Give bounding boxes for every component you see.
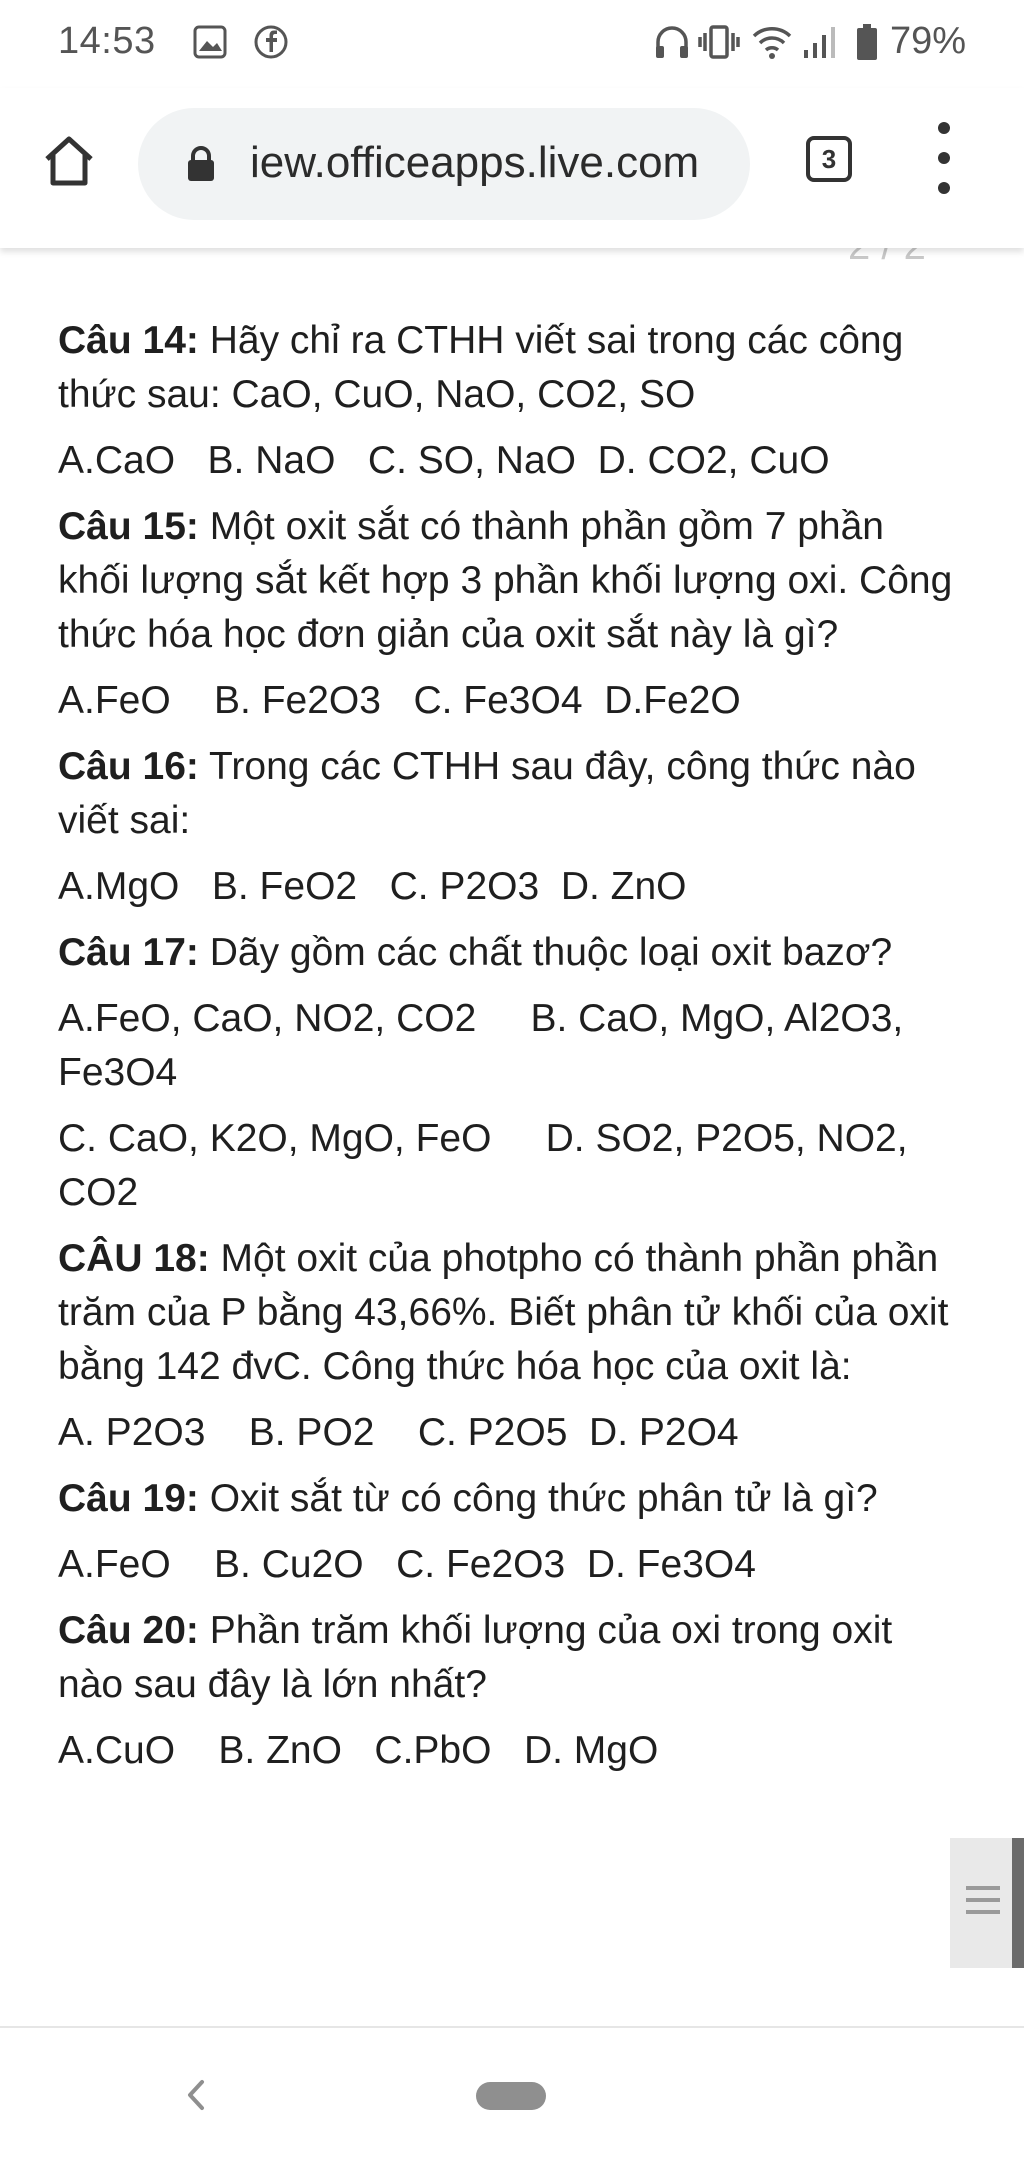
answer-options: A.FeO B. Fe2O3 C. Fe3O4 D.Fe2O	[58, 679, 741, 722]
status-time: 14:53	[58, 20, 156, 62]
url-bar[interactable]	[138, 108, 750, 220]
battery-percentage: 79%	[890, 20, 967, 62]
browser-toolbar	[0, 88, 1024, 248]
lock-icon	[186, 146, 216, 182]
document-content	[58, 314, 958, 1790]
vibrate-icon	[698, 22, 740, 62]
question-14	[58, 314, 958, 488]
home-button[interactable]	[38, 130, 100, 192]
menu-dot-icon	[938, 152, 950, 164]
facebook-icon	[252, 22, 290, 62]
system-navigation-bar	[0, 2026, 1024, 2164]
tab-switcher-button[interactable]	[806, 136, 852, 182]
question-label: Câu 17:	[58, 931, 199, 974]
question-label: Câu 14:	[58, 319, 199, 362]
question-text: Trong các CTHH sau đây, công thức nào viết sai:	[58, 745, 916, 842]
headphones-icon	[652, 22, 692, 62]
tab-count: 3	[821, 143, 837, 174]
question-text: Dãy gồm các chất thuộc loại oxit bazơ?	[198, 931, 893, 974]
answer-options: A.CuO B. ZnO C.PbO D. MgO	[58, 1729, 659, 1772]
question-label: Câu 20:	[58, 1609, 199, 1652]
menu-dot-icon	[938, 182, 950, 194]
status-bar	[0, 0, 1024, 88]
question-text: Một oxit của photpho có thành phần phần trăm của P bằng 43,66%. Biết phân tử khối của oxit bằng 142 đvC. Công thức hóa học của oxit là:	[58, 1237, 949, 1388]
answer-options: A. P2O3 B. PO2 C. P2O5 D. P2O4	[58, 1411, 739, 1454]
wifi-icon	[750, 22, 794, 62]
question-15	[58, 500, 958, 728]
question-text: Phần trăm khối lượng của oxi trong oxit nào sau đây là lớn nhất?	[58, 1609, 893, 1706]
answer-options: A.FeO, CaO, NO2, CO2 B. CaO, MgO, Al2O3, Fe3O4	[58, 997, 915, 1094]
answer-options: A.MgO B. FeO2 C. P2O3 D. ZnO	[58, 865, 687, 908]
answer-options: A.CaO B. NaO C. SO, NaO D. CO2, CuO	[58, 439, 830, 482]
question-label: Câu 15:	[58, 505, 199, 548]
battery-icon	[852, 22, 882, 62]
gallery-icon	[192, 22, 228, 62]
question-17	[58, 926, 958, 1220]
menu-dot-icon	[938, 122, 950, 134]
home-icon	[41, 133, 97, 189]
question-text: Một oxit sắt có thành phần gồm 7 phần khối lượng sắt kết hợp 3 phần khối lượng oxi. Công thức hóa học đơn giản của oxit sắt này là gì?	[58, 505, 953, 656]
drag-handle-icon	[966, 1886, 1000, 1922]
signal-icon	[800, 22, 840, 62]
document-viewer[interactable]	[0, 248, 1024, 2026]
back-icon[interactable]	[176, 2070, 216, 2120]
question-20	[58, 1604, 958, 1778]
url-text: iew.officeapps.live.com	[250, 138, 700, 187]
question-label: Câu 19:	[58, 1477, 199, 1520]
question-label: Câu 16:	[58, 745, 199, 788]
scrollbar-thumb[interactable]	[1012, 1838, 1024, 1968]
question-text: Hãy chỉ ra CTHH viết sai trong các công thức sau: CaO, CuO, NaO, CO2, SO	[58, 319, 904, 416]
home-gesture-pill[interactable]	[476, 2082, 546, 2110]
answer-options: A.FeO B. Cu2O C. Fe2O3 D. Fe3O4	[58, 1543, 756, 1586]
scroll-handle[interactable]	[950, 1838, 1024, 1968]
question-label: CÂU 18:	[58, 1237, 210, 1280]
question-16	[58, 740, 958, 914]
question-19	[58, 1472, 958, 1592]
question-18	[58, 1232, 958, 1460]
answer-options: C. CaO, K2O, MgO, FeO D. SO2, P2O5, NO2, CO2	[58, 1117, 919, 1214]
question-text: Oxit sắt từ có công thức phân tử là gì?	[198, 1477, 878, 1520]
more-options-button[interactable]	[924, 122, 964, 194]
